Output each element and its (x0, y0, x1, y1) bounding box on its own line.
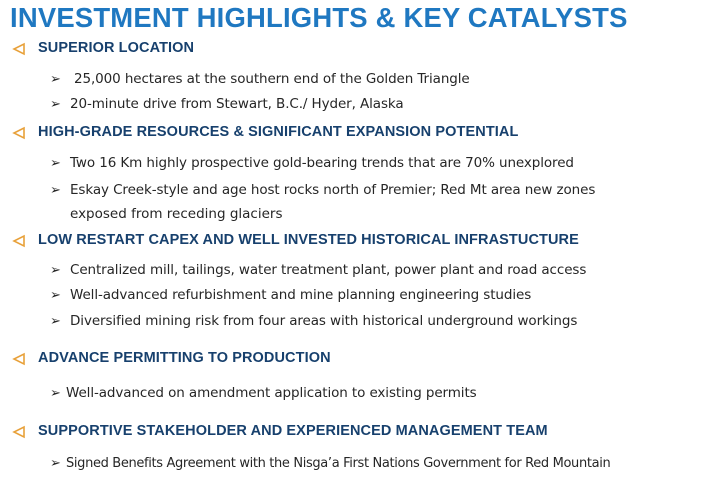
slide-title: INVESTMENT HIGHLIGHTS & KEY CATALYSTS (10, 2, 628, 33)
list-item: ➢ Diversified mining risk from four areas with historical underground workings (50, 313, 578, 329)
section-heading: LOW RESTART CAPEX AND WELL INVESTED HISTORICAL INFRASTUCTURE (38, 232, 579, 248)
arrowhead-icon: ➢ (50, 72, 61, 87)
section-heading: ADVANCE PERMITTING TO PRODUCTION (38, 350, 331, 366)
triangle-marker-icon (12, 42, 26, 56)
list-item: ➢ Eskay Creek-style and age host rocks north of Premier; Red Mt area new zones (50, 182, 596, 198)
list-item: ➢ Two 16 Km highly prospective gold-bearing trends that are 70% unexplored (50, 155, 574, 171)
arrowhead-icon: ➢ (50, 456, 61, 471)
section-heading: HIGH-GRADE RESOURCES & SIGNIFICANT EXPANSION POTENTIAL (38, 124, 519, 140)
section-heading: SUPERIOR LOCATION (38, 40, 195, 56)
section-heading: SUPPORTIVE STAKEHOLDER AND EXPERIENCED MANAGEMENT TEAM (38, 423, 548, 439)
list-item: ➢ 20-minute drive from Stewart, B.C./ Hyder, Alaska (50, 96, 404, 112)
arrowhead-icon: ➢ (50, 288, 61, 303)
list-item: ➢ Signed Benefits Agreement with the Nisga’a First Nations Government for Red Mountain (50, 456, 611, 471)
list-item: ➢ Centralized mill, tailings, water treatment plant, power plant and road access (50, 262, 587, 278)
arrowhead-icon: ➢ (50, 314, 61, 329)
list-item-continuation: exposed from receding glaciers (70, 206, 283, 222)
arrowhead-icon: ➢ (50, 156, 61, 171)
triangle-marker-icon (12, 126, 26, 140)
triangle-marker-icon (12, 234, 26, 248)
arrowhead-icon: ➢ (50, 386, 61, 401)
arrowhead-icon: ➢ (50, 97, 61, 112)
arrowhead-icon: ➢ (50, 183, 61, 198)
triangle-marker-icon (12, 352, 26, 366)
list-item: ➢ Well-advanced refurbishment and mine planning engineering studies (50, 287, 532, 303)
list-item: ➢ Well-advanced on amendment application to existing permits (50, 385, 477, 401)
arrowhead-icon: ➢ (50, 263, 61, 278)
list-item: ➢ 25,000 hectares at the southern end of the Golden Triangle (50, 71, 470, 87)
triangle-marker-icon (12, 425, 26, 439)
